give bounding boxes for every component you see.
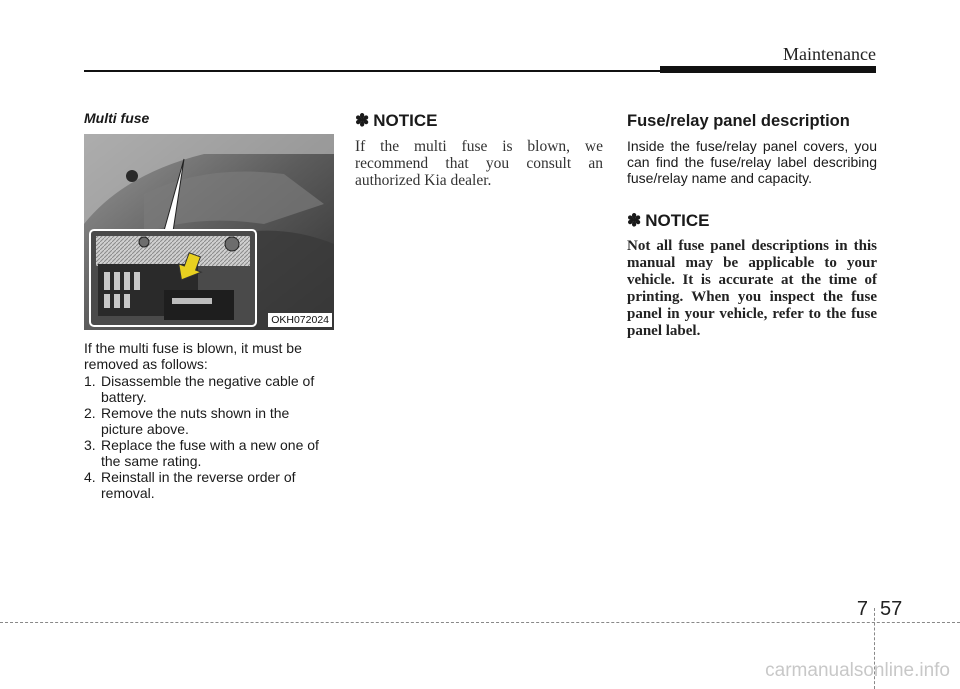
step-number: 2. [84, 405, 96, 421]
star-icon: ✽ [355, 111, 370, 130]
page-number: 57 [880, 598, 903, 620]
star-icon: ✽ [627, 211, 642, 230]
notice-text: Not all fuse panel descriptions in this manual may be applicable to your vehicle. It is accurate at the time of printing. When you inspect the fuse panel in your vehicle, refer to the fuse panel label. [627, 238, 877, 339]
section-title: Maintenance [783, 44, 876, 64]
list-item [84, 373, 334, 405]
column-multi-fuse [84, 110, 334, 501]
fuse-panel-heading: Fuse/relay panel description [627, 112, 850, 130]
list-item [84, 469, 334, 501]
column-fuse-panel [627, 110, 877, 340]
footer-divider [0, 622, 960, 623]
notice-block [627, 210, 877, 340]
notice-heading [627, 210, 877, 232]
engine-bay-illustration [84, 134, 334, 330]
watermark: carmanualsonline.info [765, 660, 950, 681]
notice-text: If the multi fuse is blown, we recommend that you consult an authorized Kia dealer. [355, 138, 603, 189]
engine-bay-photo [84, 134, 334, 330]
chapter-number: 7 [856, 598, 868, 620]
notice-heading-text: NOTICE [645, 211, 710, 230]
steps-list [84, 373, 334, 501]
step-number: 3. [84, 437, 96, 453]
header-rule-thick [660, 66, 876, 73]
step-text: Remove the nuts shown in the picture above. [101, 405, 290, 437]
notice-heading [355, 110, 603, 132]
list-item [84, 405, 334, 437]
step-text: Reinstall in the reverse order of removal. [101, 469, 296, 501]
step-number: 1. [84, 373, 96, 389]
step-text: Replace the fuse with a new one of the same rating. [101, 437, 319, 469]
step-number: 4. [84, 469, 96, 485]
subheading-multi-fuse: Multi fuse [84, 110, 150, 126]
fuse-panel-text: Inside the fuse/relay panel covers, you can find the fuse/relay label describing fuse/relay name and capacity. [627, 138, 877, 186]
step-text: Disassemble the negative cable of battery. [101, 373, 315, 405]
column-notice [355, 110, 603, 189]
notice-heading-text: NOTICE [373, 111, 438, 130]
header-rule [84, 70, 660, 72]
intro-text: If the multi fuse is blown, it must be removed as follows: [84, 340, 302, 372]
list-item [84, 437, 334, 469]
image-code-label: OKH072024 [268, 313, 332, 327]
